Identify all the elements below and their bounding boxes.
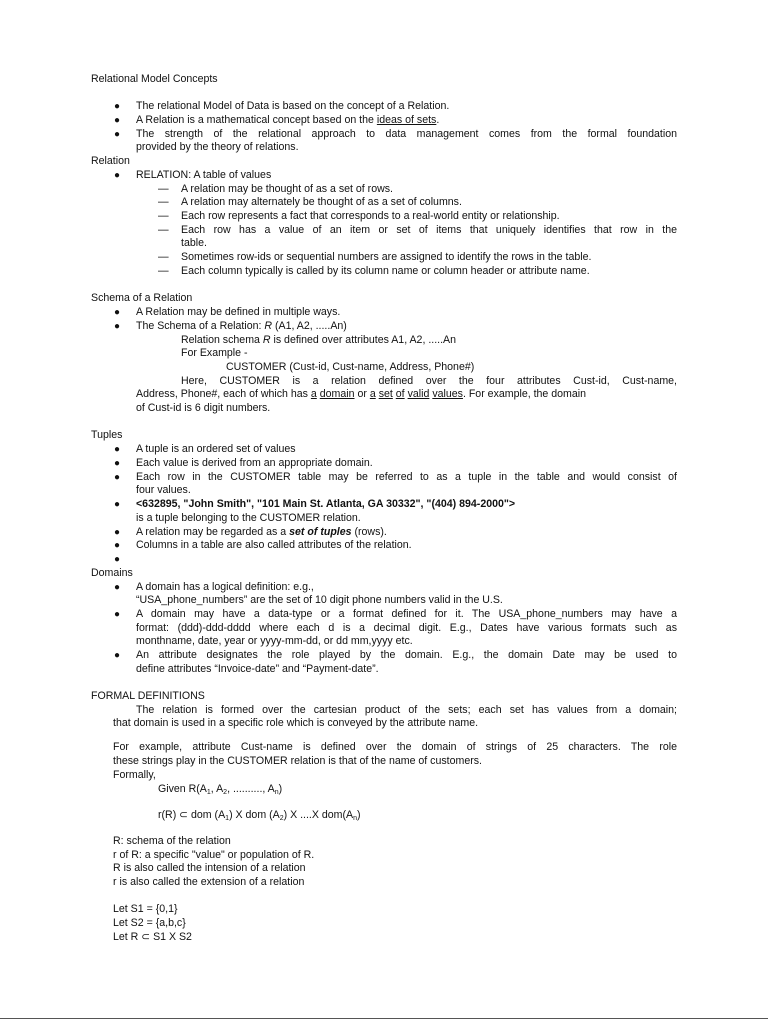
rmc-bullet-3-line-2: provided by the theory of relations. [136,141,299,153]
bullet-icon: ● [114,527,121,538]
relation-dash-4-line-1: Each row has a value of an item or set of items that uniquely identifies that row in the [181,224,677,236]
bullet-icon: ● [114,101,121,112]
bullet-icon: ● [114,129,121,140]
domains-bullet-2-line-1: A domain may have a data-type or a format defined for it. The USA_phone_numbers may have a [136,608,677,620]
formal-def-3: R is also called the intension of a relation [113,862,306,874]
tuples-bullet-2: Each value is derived from an appropriate domain. [136,457,373,469]
relation-dash-3: Each row represents a fact that corresponds to a real-world entity or relationship. [181,210,560,222]
rmc-bullet-2: A Relation is a mathematical concept based on the ideas of sets. [136,114,440,126]
dash-icon: — [158,196,169,208]
relation-dash-4-line-2: table. [181,237,207,249]
rmc-bullet-1: The relational Model of Data is based on the concept of a Relation. [136,100,450,112]
tuples-bullet-3-line-2: four values. [136,484,191,496]
dash-icon: — [158,265,169,277]
bullet-icon: ● [114,321,121,332]
ideas-of-sets-link[interactable]: ideas of sets [376,114,437,126]
formal-para-2-line-1: For example, attribute Cust-name is defined over the domain of strings of 25 characters. The role [113,741,677,753]
relation-bullet: RELATION: A table of values [136,169,272,181]
bullet-icon: ● [114,650,121,661]
schema-line-1: Relation schema R is defined over attributes A1, A2, .....An [181,334,457,346]
domains-bullet-3-line-1: An attribute designates the role played by the domain. E.g., the domain Date may be used to [136,649,677,661]
formal-r-definition: r(R) ⊂ dom $(A_1)$ X dom $(A_2)$ X ....X $dom(A_n)$ [158,809,361,822]
dash-icon: — [158,183,169,195]
formal-para-2-line-2: these strings play in the CUSTOMER relation is that of the name of customers. [113,755,482,767]
rmc-bullet-3-line-1: The strength of the relational approach to data management comes from the formal foundation [136,128,677,140]
dash-icon: — [158,210,169,222]
domains-bullet-2-line-3: monthname, date, year or yyyy-mm-dd, or dd mm,yyyy etc. [136,635,413,647]
domains-bullet-3-line-2: define attributes “Invoice-date” and “Payment-date”. [136,663,379,675]
page-bottom-rule [0,1018,768,1019]
domains-bullet-2-line-2: format: (ddd)-ddd-dddd where each d is a decimal digit. E.g., Dates have various formats such as [136,622,677,634]
schema-line-2: For Example - [181,347,248,359]
heading-tuples: Tuples [91,429,123,441]
formal-set-2: Let S2 = {a,b,c} [113,917,186,929]
bullet-icon: ● [114,444,121,455]
schema-para-line-3: of Cust-id is 6 digit numbers. [136,402,271,414]
relation-dash-5: Sometimes row-ids or sequential numbers are assigned to identify the rows in the table. [181,251,592,263]
domains-bullet-1-line-1: A domain has a logical definition: e.g., [136,581,314,593]
bullet-icon: ● [114,609,121,620]
relation-dash-2: A relation may alternately be thought of as a set of columns. [181,196,462,208]
formal-set-3: Let R ⊂ S1 X S2 [113,931,192,943]
schema-para-line-1: Here, CUSTOMER is a relation defined over the four attributes Cust-id, Cust-name, [181,375,677,387]
bullet-icon: ● [114,540,121,551]
domains-bullet-1-line-2: “USA_phone_numbers” are the set of 10 digit phone numbers valid in the U.S. [136,594,503,606]
tuples-bullet-1: A tuple is an ordered set of values [136,443,296,455]
bullet-icon: ● [114,499,121,510]
schema-bullet-2: The Schema of a Relation: R (A1, A2, .....An) [136,320,347,332]
formal-para-1-line-1: The relation is formed over the cartesian product of the sets; each set has values from a domain; [136,704,677,716]
formal-set-1: Let S1 = {0,1} [113,903,178,915]
formal-para-1-line-2: that domain is used in a specific role which is conveyed by the attribute name. [113,717,479,729]
bullet-icon: ● [114,458,121,469]
formal-def-1: R: schema of the relation [113,835,231,847]
tuples-bullet-6: Columns in a table are also called attributes of the relation. [136,539,412,551]
schema-example: CUSTOMER (Cust-id, Cust-name, Address, Phone#) [226,361,475,373]
formal-given: Given $R(A_1$, $A_2$, .........., $A_n$) [158,783,283,796]
relation-dash-1: A relation may be thought of as a set of rows. [181,183,393,195]
heading-schema-of-a-relation: Schema of a Relation [91,292,193,304]
heading-formal-definitions: FORMAL DEFINITIONS [91,690,205,702]
schema-bullet-1: A Relation may be defined in multiple ways. [136,306,341,318]
tuples-bullet-3-line-1: Each row in the CUSTOMER table may be referred to as a tuple in the table and would consist of [136,471,677,483]
formal-para-2-line-3: Formally, [113,769,156,781]
schema-para-line-2: Address, Phone#, each of which has a domain or a set of valid values. For example, the domain [136,388,587,400]
tuples-bullet-4-line-2: is a tuple belonging to the CUSTOMER relation. [136,512,361,524]
tuples-bullet-5: A relation may be regarded as a set of tuples (rows). [136,526,387,538]
formal-def-4: r is also called the extension of a relation [113,876,305,888]
bullet-icon: ● [114,554,121,565]
bullet-icon: ● [114,115,121,126]
heading-relation: Relation [91,155,130,167]
dash-icon: — [158,224,169,236]
bullet-icon: ● [114,307,121,318]
tuple-example: <632895, "John Smith", "101 Main St. Atlanta, GA 30332", "(404) 894-2000"> [136,498,516,510]
bullet-icon: ● [114,582,121,593]
formal-def-2: r of R: a specific "value" or population of R. [113,849,315,861]
dash-icon: — [158,251,169,263]
relation-dash-6: Each column typically is called by its column name or column header or attribute name. [181,265,590,277]
heading-domains: Domains [91,567,133,579]
bullet-icon: ● [114,472,121,483]
heading-relational-model-concepts: Relational Model Concepts [91,73,218,85]
bullet-icon: ● [114,170,121,181]
